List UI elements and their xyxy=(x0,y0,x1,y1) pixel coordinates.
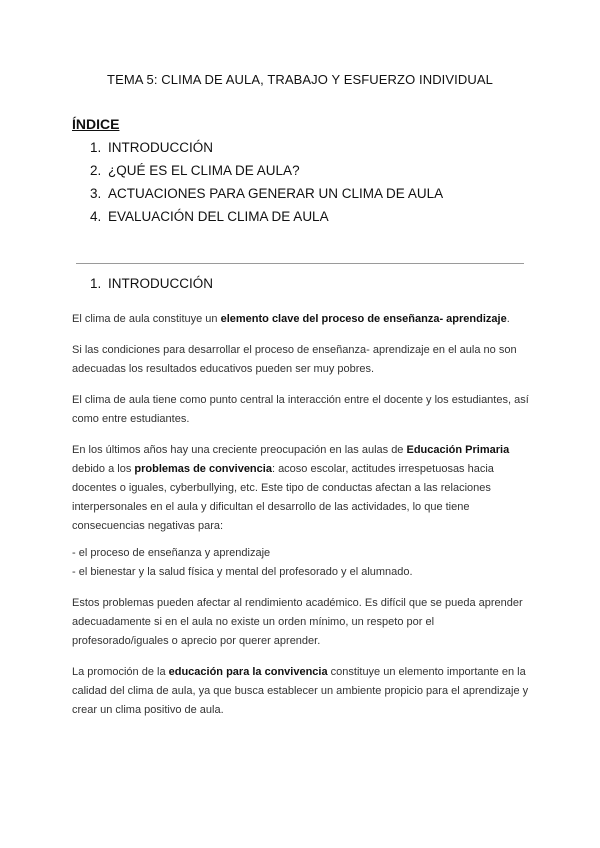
emphasis-text: educación para la convivencia xyxy=(168,666,328,678)
paragraph-text: . xyxy=(506,313,510,325)
list-item: - el proceso de enseñanza y aprendizaje xyxy=(72,547,271,559)
emphasis-text: problemas de convivencia xyxy=(134,463,272,475)
paragraph: Estos problemas pueden afectar al rendimiento académico. Es difícil que se pueda aprender adecuadamente si en el aula no existe un orden mínimo, un respeto por el profesorado/iguales o aprecio por querer aprender. xyxy=(72,597,523,647)
toc-item-number: 3. xyxy=(90,186,102,201)
paragraph-text: debido a los xyxy=(72,463,135,475)
paragraph: Si las condiciones para desarrollar el proceso de enseñanza- aprendizaje en el aula no son adecuadas los resultados educativos pueden ser muy pobres. xyxy=(72,344,517,375)
toc-item xyxy=(90,186,443,209)
paragraph xyxy=(72,663,532,720)
paragraph-text: constituye un elemento importante en la calidad del clima de aula, ya que busca establecer un ambiente propicio para el aprendizaje y crear un clima positivo de aula. xyxy=(72,666,529,716)
toc-item xyxy=(90,163,443,186)
toc-item xyxy=(90,209,443,232)
table-of-contents xyxy=(90,140,443,232)
toc-item-number: 1. xyxy=(90,140,102,155)
index-heading: ÍNDICE xyxy=(72,116,120,132)
toc-item-number: 2. xyxy=(90,163,102,178)
emphasis-text: elemento clave del proceso de enseñanza- aprendizaje xyxy=(220,313,507,325)
paragraph-text: : acoso escolar, actitudes irrespetuosas hacia docentes o iguales, cyberbullying, etc. Este tipo de conductas afectan a las relaciones interpersonales en el aula y dificultan el desarrollo de las actividades, lo que tiene consecuencias negativas para: xyxy=(72,463,494,532)
paragraph-text: El clima de aula constituye un xyxy=(72,313,221,325)
paragraph: El clima de aula tiene como punto central la interacción entre el docente y los estudiantes, así como entre estudiantes. xyxy=(72,394,529,425)
toc-item-number: 4. xyxy=(90,209,102,224)
horizontal-divider xyxy=(76,263,524,264)
section-body xyxy=(72,310,532,732)
paragraph xyxy=(72,441,532,536)
document-title: TEMA 5: CLIMA DE AULA, TRABAJO Y ESFUERZO INDIVIDUAL xyxy=(107,72,493,87)
toc-item xyxy=(90,140,443,163)
bullet-list xyxy=(72,544,532,582)
emphasis-text: Educación Primaria xyxy=(406,444,510,456)
section-title: INTRODUCCIÓN xyxy=(108,276,213,291)
toc-item-label: INTRODUCCIÓN xyxy=(108,140,213,155)
paragraph xyxy=(72,310,532,329)
toc-item-label: ACTUACIONES PARA GENERAR UN CLIMA DE AULA xyxy=(108,186,444,201)
section-heading xyxy=(90,276,213,291)
list-item: - el bienestar y la salud física y mental del profesorado y el alumnado. xyxy=(72,566,413,578)
toc-item-label: ¿QUÉ ES EL CLIMA DE AULA? xyxy=(108,163,300,178)
section-number: 1. xyxy=(90,276,102,291)
paragraph-text: En los últimos años hay una creciente preocupación en las aulas de xyxy=(72,444,407,456)
paragraph-text: La promoción de la xyxy=(72,666,169,678)
toc-item-label: EVALUACIÓN DEL CLIMA DE AULA xyxy=(108,209,329,224)
